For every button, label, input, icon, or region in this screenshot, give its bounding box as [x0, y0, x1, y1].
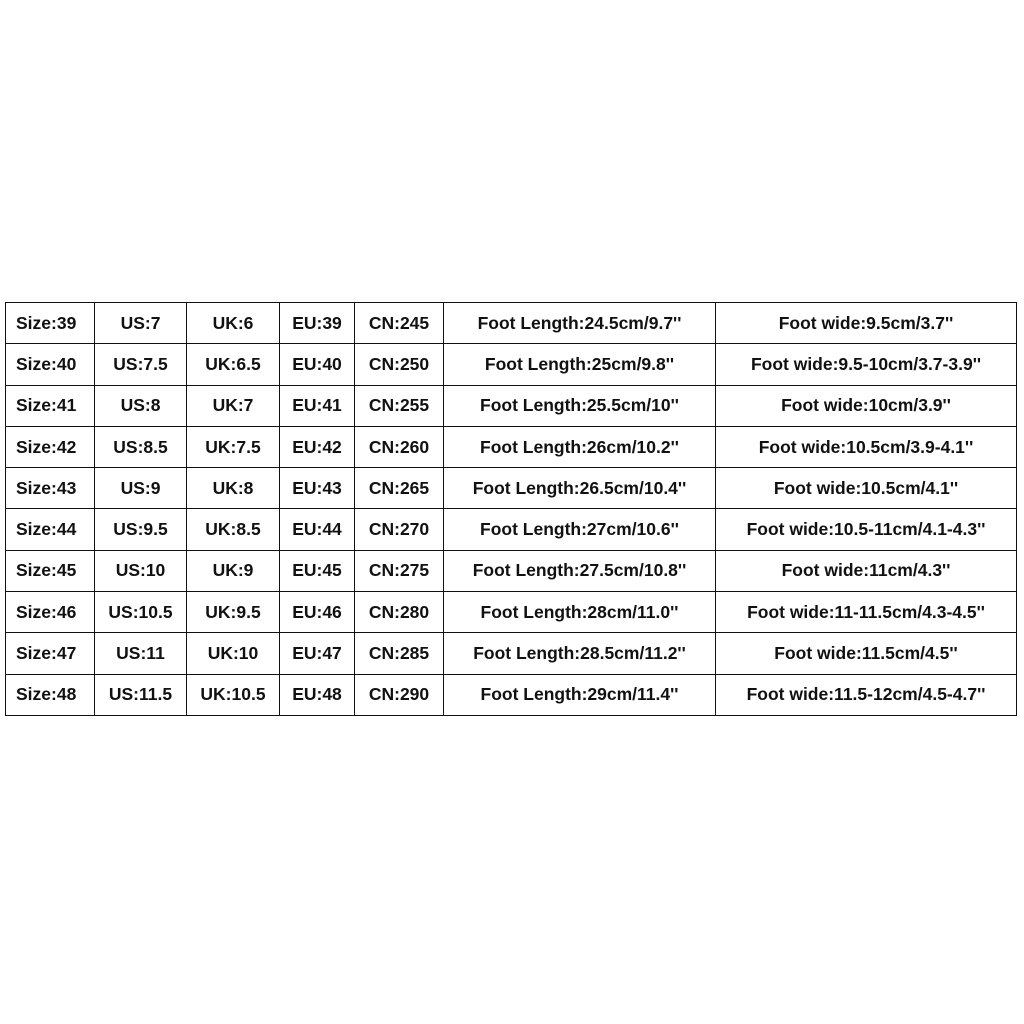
eu-size-cell: EU:43	[280, 468, 355, 509]
us-size-cell: US:9	[95, 468, 187, 509]
us-size-cell: US:8	[95, 385, 187, 426]
uk-size-cell: UK:7	[187, 385, 280, 426]
foot-length-cell: Foot Length:29cm/11.4''	[444, 674, 716, 715]
uk-size-cell: UK:6.5	[187, 344, 280, 385]
table-row	[6, 633, 1017, 674]
foot-width-cell: Foot wide:10cm/3.9''	[716, 385, 1017, 426]
size-cell: Size:46	[6, 592, 95, 633]
cn-size-cell: CN:275	[355, 550, 444, 591]
size-cell: Size:48	[6, 674, 95, 715]
foot-length-cell: Foot Length:28.5cm/11.2''	[444, 633, 716, 674]
size-chart-body	[6, 303, 1017, 716]
foot-width-cell: Foot wide:9.5-10cm/3.7-3.9''	[716, 344, 1017, 385]
foot-width-cell: Foot wide:11cm/4.3''	[716, 550, 1017, 591]
size-cell: Size:43	[6, 468, 95, 509]
eu-size-cell: EU:44	[280, 509, 355, 550]
foot-width-cell: Foot wide:11.5cm/4.5''	[716, 633, 1017, 674]
foot-length-cell: Foot Length:27cm/10.6''	[444, 509, 716, 550]
table-row	[6, 509, 1017, 550]
us-size-cell: US:8.5	[95, 426, 187, 467]
uk-size-cell: UK:6	[187, 303, 280, 344]
table-row	[6, 550, 1017, 591]
foot-width-cell: Foot wide:10.5cm/3.9-4.1''	[716, 426, 1017, 467]
eu-size-cell: EU:47	[280, 633, 355, 674]
us-size-cell: US:11.5	[95, 674, 187, 715]
size-cell: Size:42	[6, 426, 95, 467]
size-chart-table	[5, 302, 1017, 716]
cn-size-cell: CN:285	[355, 633, 444, 674]
foot-width-cell: Foot wide:11.5-12cm/4.5-4.7''	[716, 674, 1017, 715]
uk-size-cell: UK:9	[187, 550, 280, 591]
us-size-cell: US:7.5	[95, 344, 187, 385]
size-cell: Size:45	[6, 550, 95, 591]
uk-size-cell: UK:8	[187, 468, 280, 509]
foot-length-cell: Foot Length:25.5cm/10''	[444, 385, 716, 426]
foot-width-cell: Foot wide:11-11.5cm/4.3-4.5''	[716, 592, 1017, 633]
foot-length-cell: Foot Length:24.5cm/9.7''	[444, 303, 716, 344]
size-cell: Size:44	[6, 509, 95, 550]
uk-size-cell: UK:8.5	[187, 509, 280, 550]
cn-size-cell: CN:290	[355, 674, 444, 715]
us-size-cell: US:7	[95, 303, 187, 344]
cn-size-cell: CN:255	[355, 385, 444, 426]
foot-length-cell: Foot Length:27.5cm/10.8''	[444, 550, 716, 591]
size-cell: Size:41	[6, 385, 95, 426]
table-row	[6, 344, 1017, 385]
table-row	[6, 303, 1017, 344]
foot-width-cell: Foot wide:10.5cm/4.1''	[716, 468, 1017, 509]
us-size-cell: US:10	[95, 550, 187, 591]
cn-size-cell: CN:260	[355, 426, 444, 467]
size-cell: Size:39	[6, 303, 95, 344]
size-cell: Size:40	[6, 344, 95, 385]
uk-size-cell: UK:7.5	[187, 426, 280, 467]
eu-size-cell: EU:40	[280, 344, 355, 385]
table-row	[6, 426, 1017, 467]
foot-length-cell: Foot Length:28cm/11.0''	[444, 592, 716, 633]
uk-size-cell: UK:9.5	[187, 592, 280, 633]
cn-size-cell: CN:265	[355, 468, 444, 509]
cn-size-cell: CN:270	[355, 509, 444, 550]
table-row	[6, 468, 1017, 509]
foot-width-cell: Foot wide:9.5cm/3.7''	[716, 303, 1017, 344]
us-size-cell: US:10.5	[95, 592, 187, 633]
eu-size-cell: EU:45	[280, 550, 355, 591]
size-cell: Size:47	[6, 633, 95, 674]
uk-size-cell: UK:10	[187, 633, 280, 674]
cn-size-cell: CN:245	[355, 303, 444, 344]
eu-size-cell: EU:41	[280, 385, 355, 426]
uk-size-cell: UK:10.5	[187, 674, 280, 715]
foot-length-cell: Foot Length:25cm/9.8''	[444, 344, 716, 385]
cn-size-cell: CN:250	[355, 344, 444, 385]
foot-width-cell: Foot wide:10.5-11cm/4.1-4.3''	[716, 509, 1017, 550]
table-row	[6, 674, 1017, 715]
cn-size-cell: CN:280	[355, 592, 444, 633]
eu-size-cell: EU:42	[280, 426, 355, 467]
us-size-cell: US:9.5	[95, 509, 187, 550]
eu-size-cell: EU:48	[280, 674, 355, 715]
table-row	[6, 385, 1017, 426]
foot-length-cell: Foot Length:26.5cm/10.4''	[444, 468, 716, 509]
eu-size-cell: EU:46	[280, 592, 355, 633]
eu-size-cell: EU:39	[280, 303, 355, 344]
table-row	[6, 592, 1017, 633]
us-size-cell: US:11	[95, 633, 187, 674]
foot-length-cell: Foot Length:26cm/10.2''	[444, 426, 716, 467]
